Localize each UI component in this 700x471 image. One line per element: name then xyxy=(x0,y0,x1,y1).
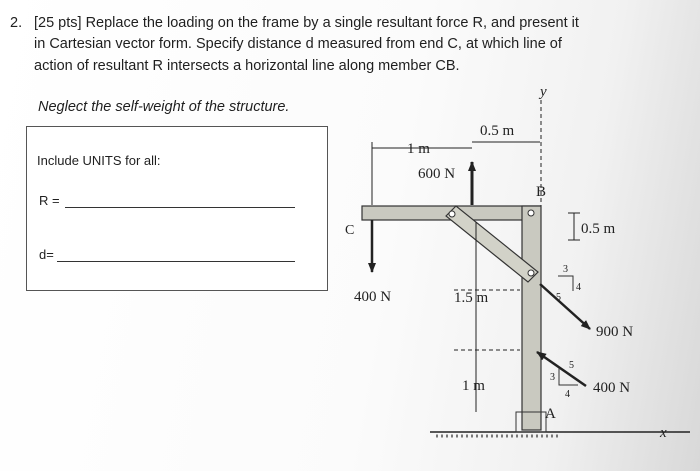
force-400-right-label: 400 N xyxy=(593,380,631,396)
label-b: B xyxy=(536,184,547,200)
problem-line-2: in Cartesian vector form. Specify distance d measured from end C, at which line of xyxy=(34,36,562,52)
dim-1m-top-label: 1 m xyxy=(407,141,430,157)
problem-line-3: action of resultant R intersects a horizontal line along member CB. xyxy=(34,58,460,74)
label-a: A xyxy=(545,406,556,422)
slope-400-5: 5 xyxy=(569,360,574,371)
r-label: R = xyxy=(39,193,60,208)
force-600-label: 600 N xyxy=(418,166,456,182)
force-900-arrow xyxy=(540,284,590,329)
problem-number: 2. xyxy=(10,15,23,31)
slope-900-5: 5 xyxy=(556,292,561,303)
slope-triangle-900 xyxy=(558,276,573,291)
pin-brace-bottom xyxy=(528,270,534,276)
answer-heading: Include UNITS for all: xyxy=(37,153,161,168)
slope-900-3: 3 xyxy=(563,264,568,275)
slope-400-4: 4 xyxy=(565,389,570,400)
column xyxy=(522,206,541,430)
slope-400-3: 3 xyxy=(550,372,555,383)
label-c: C xyxy=(345,223,355,238)
dim-1m-bottom-label: 1 m xyxy=(462,378,485,394)
pin-brace-top xyxy=(449,211,455,217)
force-400-left-label: 400 N xyxy=(354,289,392,305)
dim-15m-label: 1.5 m xyxy=(454,290,489,306)
force-900-label: 900 N xyxy=(596,324,634,340)
axis-x-label: x xyxy=(660,425,667,441)
dim-05m-right-label: 0.5 m xyxy=(581,221,616,237)
force-400-right-arrow xyxy=(537,352,586,386)
slope-900-4: 4 xyxy=(576,282,581,293)
neglect-note: Neglect the self-weight of the structure. xyxy=(38,99,290,115)
dim-05m-top-label: 0.5 m xyxy=(480,123,515,139)
problem-line-1: [25 pts] Replace the loading on the frame by a single resultant force R, and present it xyxy=(34,15,579,31)
pin-b xyxy=(528,210,534,216)
axis-y-label: y xyxy=(540,84,547,100)
d-label: d= xyxy=(39,247,54,262)
